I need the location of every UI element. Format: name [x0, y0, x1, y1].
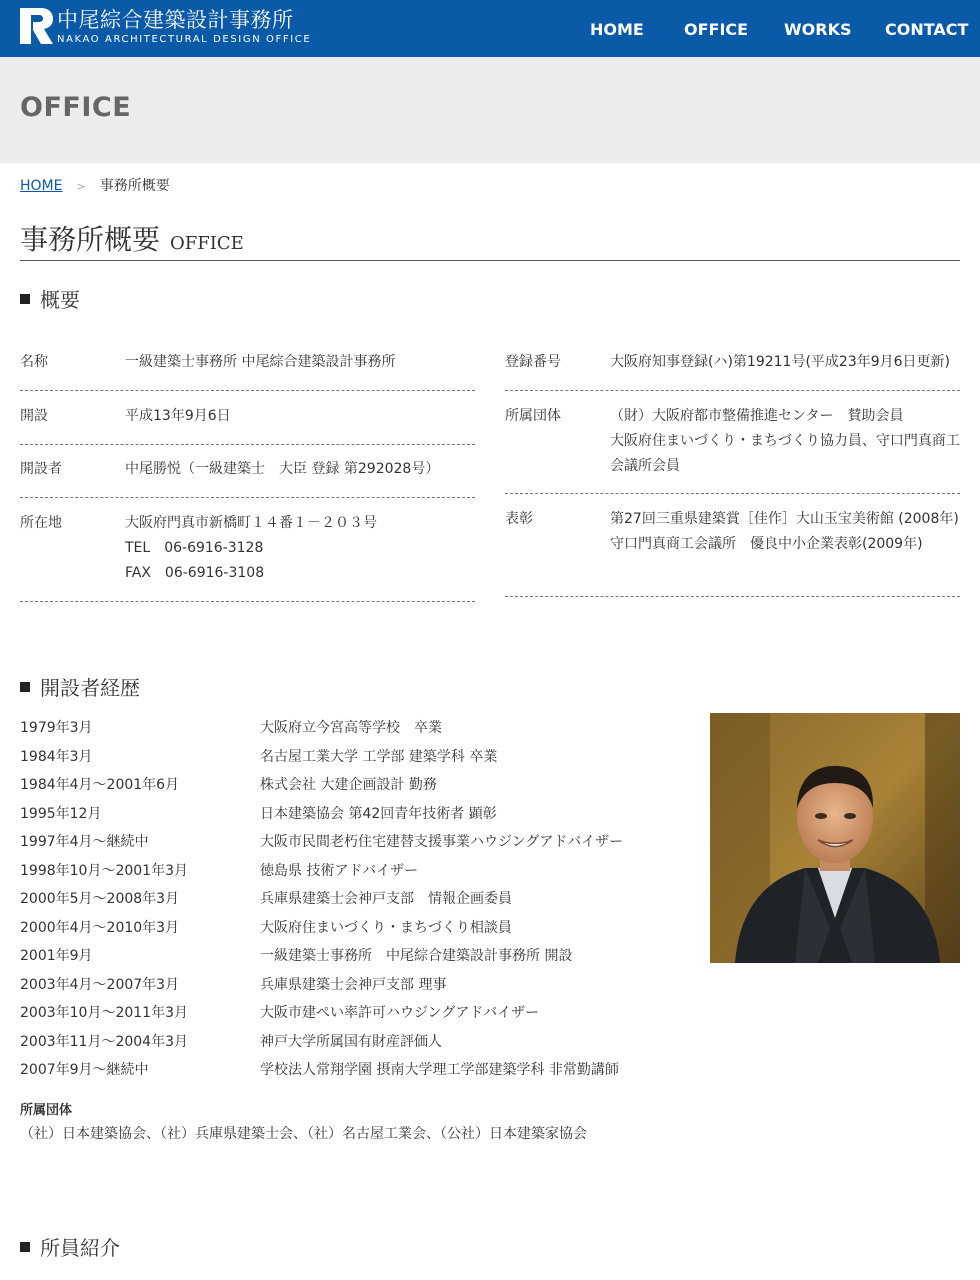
history-date: 2003年11月～2004年3月 [20, 1033, 188, 1050]
history-desc: 日本建築協会 第42回青年技術者 顕彰 [260, 805, 497, 822]
info-label: 所在地 [20, 515, 62, 531]
page-title-band [0, 57, 980, 163]
info-value: 平成13年9月6日 [125, 408, 231, 424]
history-desc: 一級建築士事務所 中尾綜合建築設計事務所 開設 [260, 948, 573, 964]
page-title: OFFICE [20, 92, 132, 123]
history-desc: 兵庫県建築士会神戸支部 理事 [260, 976, 447, 993]
history-date: 2001年9月 [20, 948, 93, 964]
info-value: 一級建築士事務所 中尾綜合建築設計事務所 [125, 354, 396, 370]
history-desc: 学校法人常翔学園 摂南大学理工学部建築学科 非常勤講師 [260, 1062, 619, 1078]
section-heading [20, 222, 960, 261]
history-date: 1984年3月 [20, 748, 93, 765]
info-row [505, 494, 960, 597]
nav-contact[interactable]: CONTACT [885, 20, 969, 39]
history-desc: 株式会社 大建企画設計 勤務 [260, 777, 437, 793]
info-row [20, 498, 475, 602]
square-bullet-icon [20, 1242, 30, 1252]
history-date: 2003年10月～2011年3月 [20, 1005, 188, 1021]
history-date: 1979年3月 [20, 720, 93, 736]
info-value: 大阪府門真市新橋町１４番１－２０３号 TEL 06-6916-3128 FAX 06-6916-3108 [125, 515, 377, 581]
overview-heading: 概要 [20, 287, 80, 313]
history-desc: 大阪市民間老朽住宅建替支援事業ハウジングアドバイザー [260, 834, 624, 850]
nav-home[interactable]: HOME [590, 20, 644, 39]
info-value: 大阪府知事登録(ハ)第19211号(平成23年9月6日更新) [610, 354, 951, 370]
staff-heading: 所員紹介 [20, 1235, 120, 1261]
nav-works[interactable]: WORKS [784, 20, 852, 39]
history-desc: 大阪市建ぺい率許可ハウジングアドバイザー [260, 1005, 540, 1021]
info-label: 名称 [20, 354, 48, 370]
info-value: 第27回三重県建築賞［佳作］大山玉宝美術館 (2008年) 守口門真商工会議所 優良中小企業表彰(2009年) [610, 511, 959, 552]
main-nav [590, 0, 980, 57]
affiliation-label: 所属団体 [20, 1103, 73, 1118]
history-date: 1995年12月 [20, 805, 102, 822]
history-desc: 大阪府住まいづくり・まちづくり相談員 [260, 919, 512, 936]
section-heading-en: OFFICE [170, 233, 244, 254]
info-row [505, 338, 960, 391]
history-date: 2003年4月～2007年3月 [20, 976, 180, 993]
info-value: （財）大阪府都市整備推進センター 賛助会員 大阪府住まいづくり・まちづくり協力員、守口門真商工 会議所会員 [610, 408, 960, 474]
logo-mark-icon[interactable] [19, 8, 53, 44]
history-desc: 兵庫県建築士会神戸支部 情報企画委員 [260, 891, 512, 907]
info-row [505, 391, 960, 494]
info-row [20, 391, 475, 445]
info-label: 表彰 [505, 511, 533, 527]
history-desc: 神戸大学所属国有財産評価人 [260, 1033, 442, 1050]
logo-text-en[interactable]: NAKAO ARCHITECTURAL DESIGN OFFICE [57, 34, 312, 45]
square-bullet-icon [20, 682, 30, 692]
overview-table-right [505, 338, 960, 597]
history-desc: 大阪府立今宮高等学校 卒業 [260, 720, 442, 736]
history-date: 2007年9月～継続中 [20, 1062, 149, 1078]
history-heading: 開設者経歴 [20, 675, 140, 701]
history-date: 2000年4月～2010年3月 [20, 919, 180, 936]
breadcrumb-home-link[interactable]: HOME [20, 178, 63, 194]
history-desc: 名古屋工業大学 工学部 建築学科 卒業 [260, 748, 498, 765]
history-date: 1984年4月～2001年6月 [20, 777, 180, 793]
overview-table-left [20, 338, 475, 602]
founder-photo [710, 713, 960, 963]
history-date: 2000年5月～2008年3月 [20, 891, 180, 907]
history-date: 1997年4月～継続中 [20, 834, 149, 850]
info-label: 所属団体 [505, 408, 561, 424]
nav-office[interactable]: OFFICE [684, 20, 749, 39]
section-heading-jp: 事務所概要 [20, 223, 161, 256]
breadcrumb-separator: > [76, 180, 86, 193]
history-desc: 徳島県 技術アドバイザー [260, 862, 419, 879]
site-header [0, 0, 980, 57]
info-row [20, 445, 475, 498]
info-label: 開設者 [20, 461, 62, 477]
breadcrumb-current: 事務所概要 [99, 178, 170, 194]
info-row [20, 338, 475, 391]
info-label: 登録番号 [505, 354, 561, 370]
breadcrumb [20, 177, 170, 196]
history-date: 1998年10月～2001年3月 [20, 862, 188, 879]
info-label: 開設 [20, 408, 48, 424]
logo-text-jp[interactable]: 中尾綜合建築設計事務所 [57, 8, 294, 32]
affiliation-text: （社）日本建築協会、（社）兵庫県建築士会、（社）名古屋工業会、（公社）日本建築家協会 [20, 1126, 587, 1142]
square-bullet-icon [20, 294, 30, 304]
info-value: 中尾勝悦（一級建築士 大臣 登録 第292028号） [125, 461, 440, 477]
